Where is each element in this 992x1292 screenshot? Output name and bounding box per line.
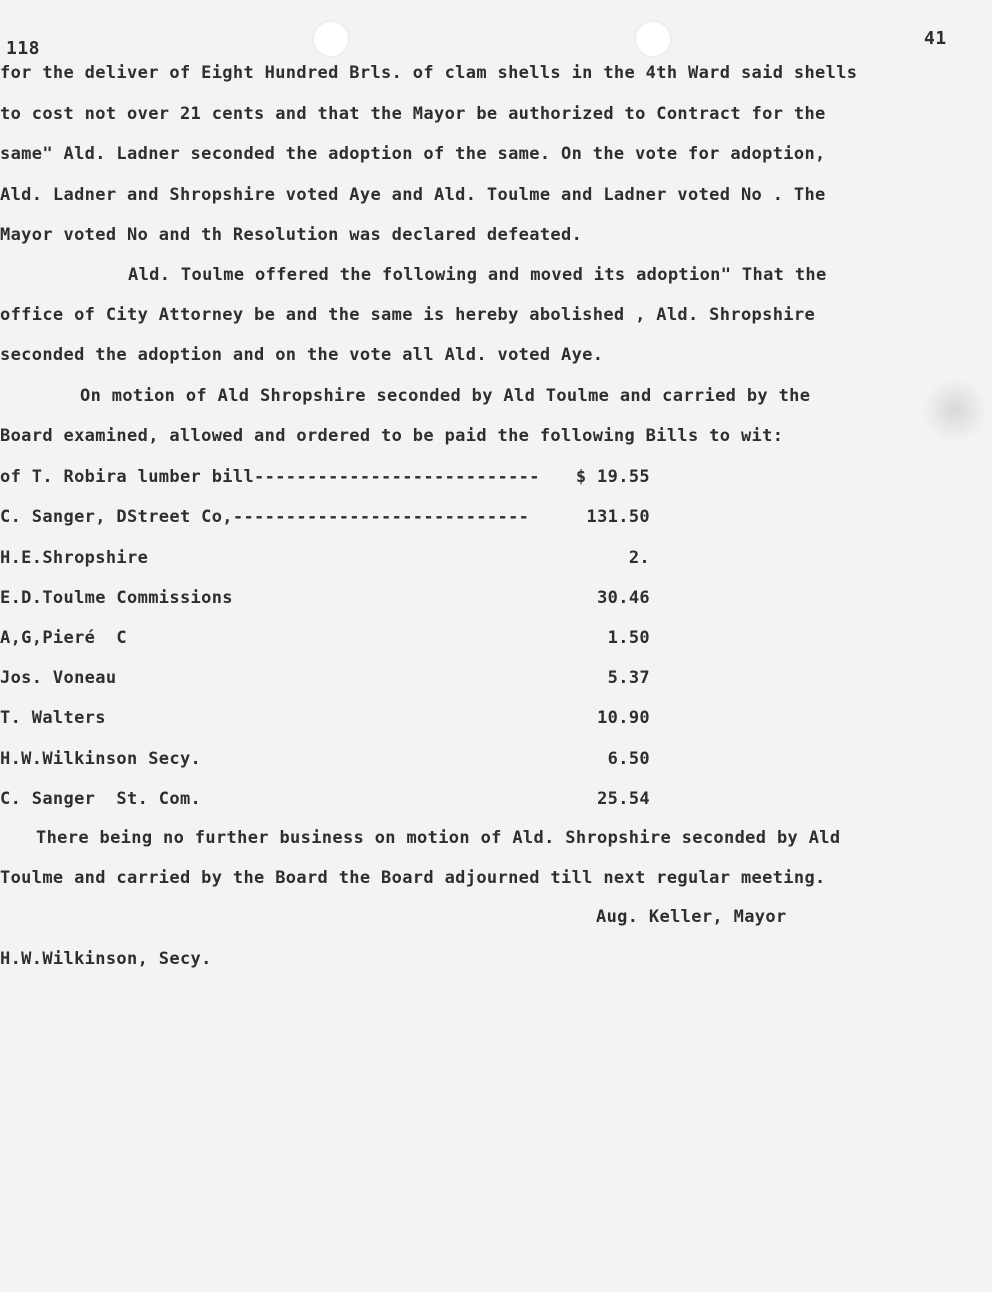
body-line: Mayor voted No and th Resolution was declared defeated. [0,225,583,245]
bill-name: C. Sanger St. Com. [0,789,202,809]
secretary-signature: H.W.Wilkinson, Secy. [0,949,212,969]
mayor-signature: Aug. Keller, Mayor [596,907,787,927]
page-number-right: 41 [924,28,947,49]
body-line: On motion of Ald Shropshire seconded by Ald Toulme and carried by the [80,386,811,406]
bill-name: C. Sanger, DStreet Co,---------------------------- [0,507,530,527]
bill-amount: 6.50 [607,749,650,769]
bill-name: Jos. Voneau [0,668,117,688]
closing-line: Toulme and carried by the Board the Board adjourned till next regular meeting. [0,868,826,888]
bill-amount: 10.90 [597,708,650,728]
bill-amount: 25.54 [597,789,650,809]
body-line: seconded the adoption and on the vote all Ald. voted Aye. [0,345,604,365]
punch-hole-right [636,22,670,56]
body-line: Board examined, allowed and ordered to be paid the following Bills to wit: [0,426,784,446]
body-line: for the deliver of Eight Hundred Brls. of clam shells in the 4th Ward said shells [0,63,858,83]
bill-amount: 30.46 [597,588,650,608]
ink-smudge [920,380,990,440]
bill-name: of T. Robira lumber bill--------------------------- [0,467,540,487]
bill-name: H.W.Wilkinson Secy. [0,749,202,769]
body-line: office of City Attorney be and the same is hereby abolished , Ald. Shropshire [0,305,816,325]
body-line: Ald. Toulme offered the following and moved its adoption" That the [128,265,827,285]
bill-name: H.E.Shropshire [0,548,149,568]
closing-line: There being no further business on motion of Ald. Shropshire seconded by Ald [36,828,841,848]
body-line: to cost not over 21 cents and that the Mayor be authorized to Contract for the [0,104,826,124]
bill-amount: $ 19.55 [575,467,650,487]
bill-amount: 1.50 [607,628,650,648]
bill-name: E.D.Toulme Commissions [0,588,233,608]
bill-amount: 2. [628,548,650,568]
body-line: same" Ald. Ladner seconded the adoption of the same. On the vote for adoption, [0,144,826,164]
bill-amount: 131.50 [586,507,650,527]
bill-name: A,G,Pieré C [0,628,128,648]
bill-amount: 5.37 [607,668,650,688]
body-line: Ald. Ladner and Shropshire voted Aye and Ald. Toulme and Ladner voted No . The [0,185,826,205]
page-number-left: 118 [6,38,41,59]
bill-name: T. Walters [0,708,106,728]
punch-hole-left [314,22,348,56]
